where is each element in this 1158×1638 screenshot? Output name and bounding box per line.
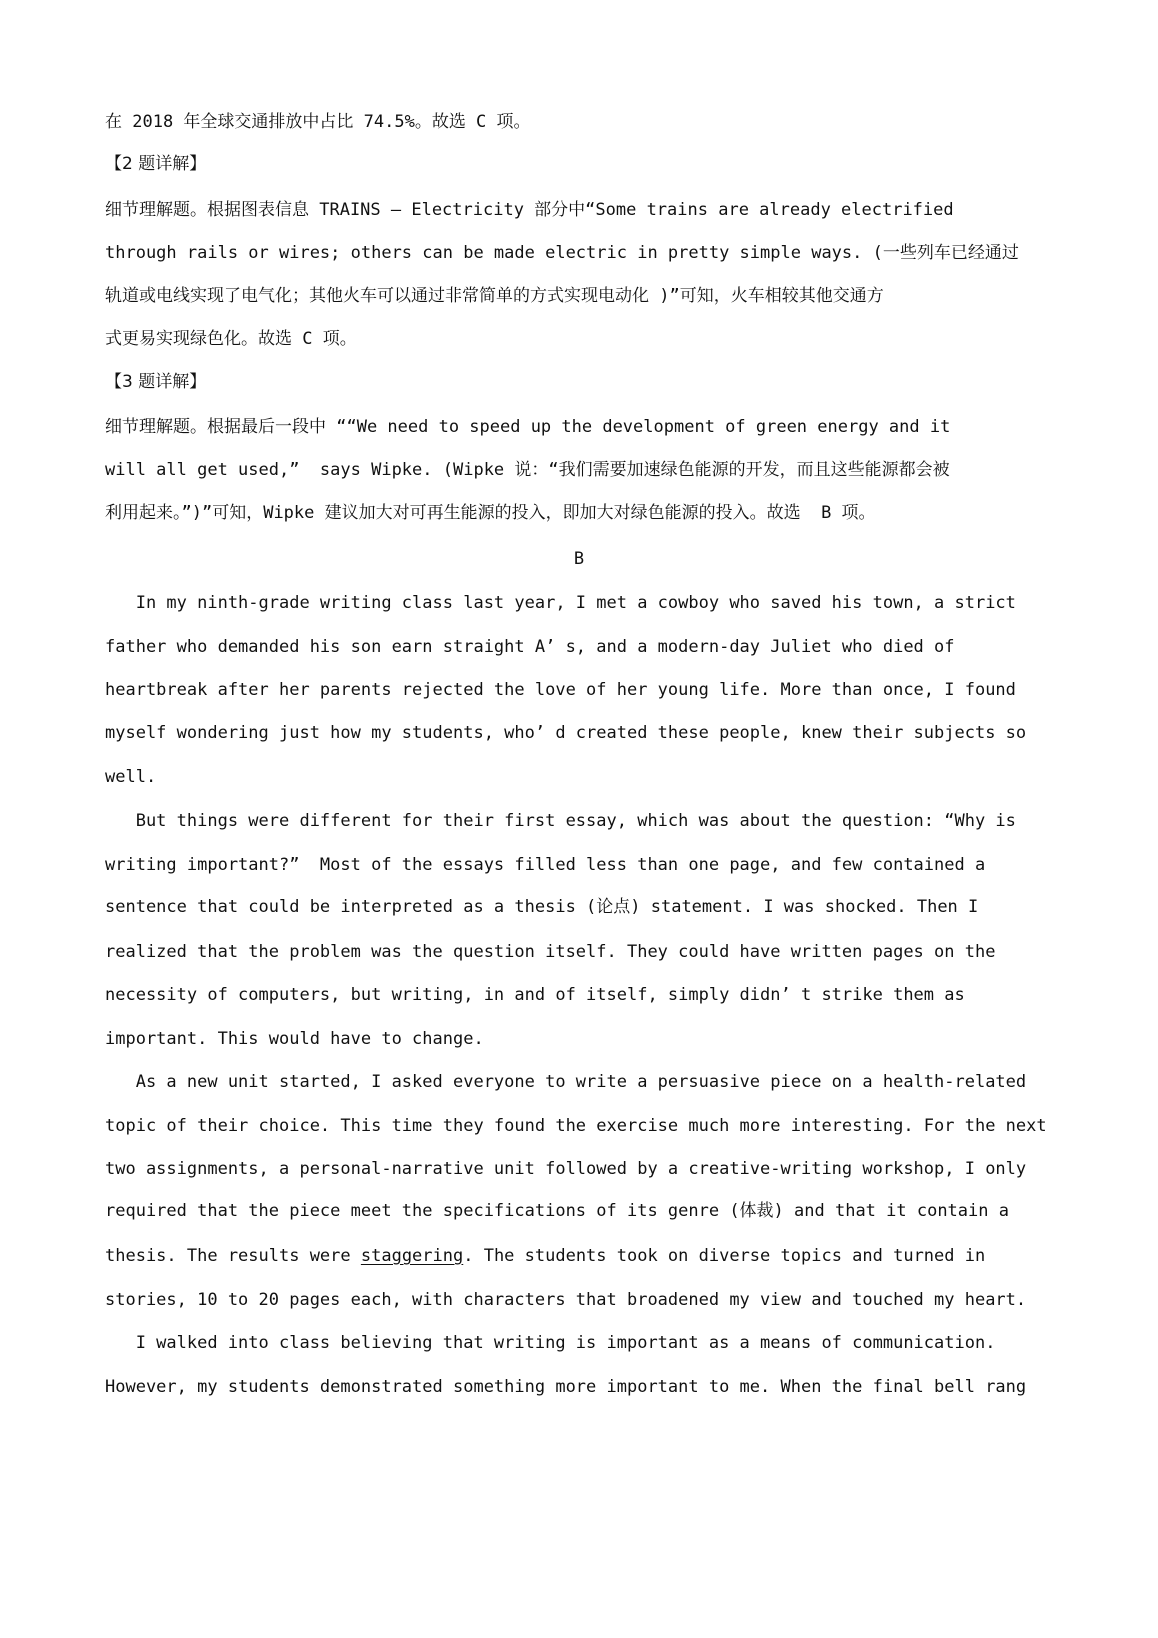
answer-3-heading: 【3 题详解】 bbox=[105, 372, 207, 392]
passage-p1-line-5: well. bbox=[105, 767, 157, 787]
answer-3-line-1: 细节理解题。根据最后一段中 ““We need to speed up the development of green energy and it bbox=[105, 417, 951, 437]
passage-p2-line-5: necessity of computers, but writing, in and of itself, simply didn’ t strike them as bbox=[105, 985, 965, 1005]
answer-2-heading: 【2 题详解】 bbox=[105, 154, 207, 174]
answer-3-line-3: 利用起来。”)”可知，Wipke 建议加大对可再生能源的投入，即加大对绿色能源的投入。故选 B 项。 bbox=[105, 503, 876, 523]
passage-p3-line-6: stories, 10 to 20 pages each, with characters that broadened my view and touched my heart. bbox=[105, 1290, 1027, 1310]
answer-3-line-2: will all get used,” says Wipke. (Wipke 说：“我们需要加速绿色能源的开发，而且这些能源都会被 bbox=[105, 460, 950, 480]
passage-p1-line-4: myself wondering just how my students, who’ d created these people, knew their subjects so bbox=[105, 723, 1027, 743]
passage-p2-line-1: But things were different for their first essay, which was about the question: “Why is bbox=[105, 811, 1016, 831]
answer-1-conclusion: 在 2018 年全球交通排放中占比 74.5%。故选 C 项。 bbox=[105, 112, 531, 132]
answer-2-line-4: 式更易实现绿色化。故选 C 项。 bbox=[105, 329, 357, 349]
passage-p2-line-3: sentence that could be interpreted as a thesis (论点) statement. I was shocked. Then I bbox=[105, 897, 979, 917]
passage-p2-line-6: important. This would have to change. bbox=[105, 1029, 484, 1049]
passage-p3-line-3: two assignments, a personal-narrative unit followed by a creative-writing workshop, I only bbox=[105, 1159, 1027, 1179]
passage-p1-line-2: father who demanded his son earn straight A’ s, and a modern-day Juliet who died of bbox=[105, 637, 955, 657]
answer-2-line-1: 细节理解题。根据图表信息 TRAINS — Electricity 部分中“Some trains are already electrified bbox=[105, 200, 954, 220]
passage-p1-line-1: In my ninth-grade writing class last year, I met a cowboy who saved his town, a strict bbox=[105, 593, 1016, 613]
passage-p3-line-5 bbox=[105, 1244, 985, 1268]
passage-p3-line-5-start: thesis. The results were bbox=[105, 1246, 361, 1266]
passage-p3-line-1: As a new unit started, I asked everyone to write a persuasive piece on a health-related bbox=[105, 1072, 1027, 1092]
section-title: B bbox=[573, 549, 585, 569]
underlined-word-staggering: staggering bbox=[360, 1246, 464, 1266]
answer-2-line-2: through rails or wires; others can be made electric in pretty simple ways. (一些列车已经通过 bbox=[105, 243, 1019, 263]
answer-2-line-3: 轨道或电线实现了电气化；其他火车可以通过非常简单的方式实现电动化 )”可知，火车相较其他交通方 bbox=[105, 286, 884, 306]
passage-p2-line-4: realized that the problem was the question itself. They could have written pages on the bbox=[105, 942, 996, 962]
passage-p4-line-2: However, my students demonstrated something more important to me. When the final bell rang bbox=[105, 1377, 1027, 1397]
passage-p2-line-2: writing important?” Most of the essays filled less than one page, and few contained a bbox=[105, 855, 986, 875]
passage-p3-line-2: topic of their choice. This time they found the exercise much more interesting. For the next bbox=[105, 1116, 1047, 1136]
passage-p3-line-4: required that the piece meet the specifications of its genre (体裁) and that it contain a bbox=[105, 1201, 1009, 1221]
passage-p1-line-3: heartbreak after her parents rejected the love of her young life. More than once, I found bbox=[105, 680, 1016, 700]
passage-p3-line-5-end: . The students took on diverse topics and turned in bbox=[463, 1246, 986, 1266]
passage-p4-line-1: I walked into class believing that writing is important as a means of communication. bbox=[105, 1333, 996, 1353]
